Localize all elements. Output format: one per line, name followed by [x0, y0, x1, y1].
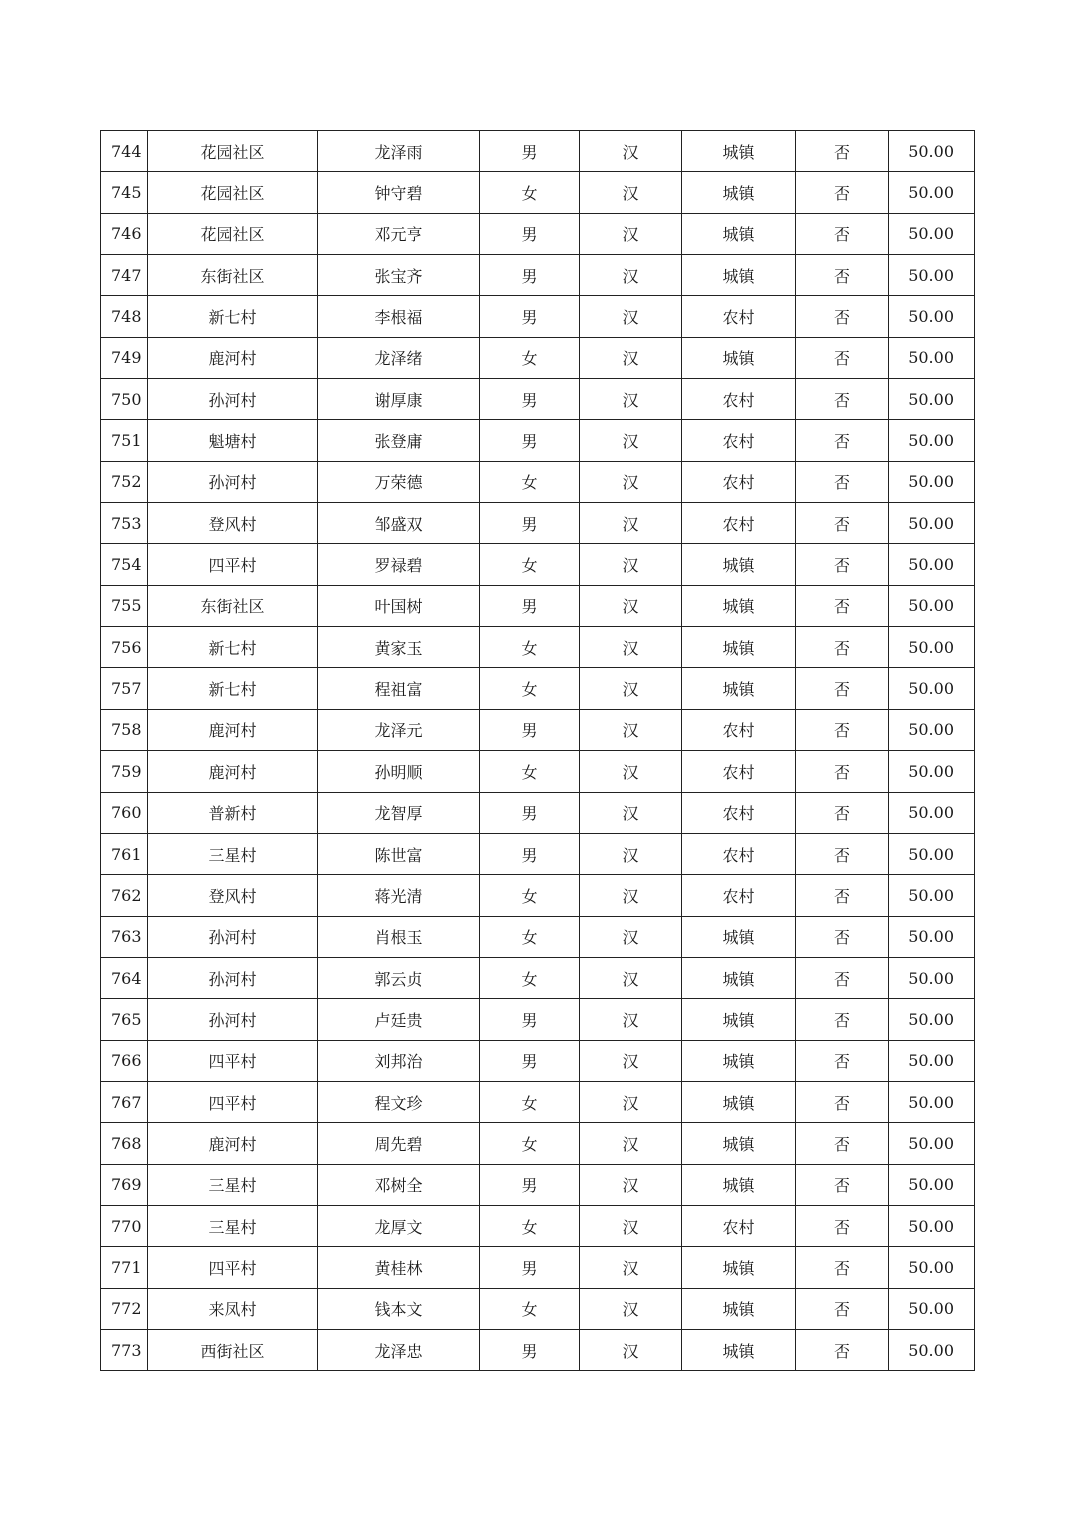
cell-amount: 50.00	[889, 585, 975, 626]
cell-community: 登风村	[148, 503, 318, 544]
table-row	[101, 420, 975, 461]
cell-community: 新七村	[148, 296, 318, 337]
cell-ethnicity: 汉	[580, 1164, 682, 1205]
cell-gender: 男	[480, 1329, 580, 1370]
cell-community: 西街社区	[148, 1329, 318, 1370]
cell-serial-number: 752	[101, 461, 148, 502]
cell-amount: 50.00	[889, 172, 975, 213]
cell-status-flag: 否	[796, 213, 889, 254]
cell-serial-number: 761	[101, 833, 148, 874]
cell-ethnicity: 汉	[580, 213, 682, 254]
cell-amount: 50.00	[889, 833, 975, 874]
table-row	[101, 792, 975, 833]
cell-amount: 50.00	[889, 379, 975, 420]
cell-serial-number: 751	[101, 420, 148, 461]
cell-status-flag: 否	[796, 709, 889, 750]
cell-residence-type: 城镇	[682, 1329, 796, 1370]
cell-ethnicity: 汉	[580, 172, 682, 213]
cell-gender: 男	[480, 1164, 580, 1205]
cell-serial-number: 766	[101, 1040, 148, 1081]
cell-status-flag: 否	[796, 337, 889, 378]
cell-person-name: 叶国树	[318, 585, 480, 626]
cell-serial-number: 762	[101, 875, 148, 916]
cell-status-flag: 否	[796, 875, 889, 916]
cell-community: 孙河村	[148, 999, 318, 1040]
cell-amount: 50.00	[889, 255, 975, 296]
cell-residence-type: 城镇	[682, 957, 796, 998]
cell-residence-type: 农村	[682, 420, 796, 461]
cell-community: 来凤村	[148, 1288, 318, 1329]
cell-person-name: 邓树全	[318, 1164, 480, 1205]
cell-person-name: 李根福	[318, 296, 480, 337]
table-row	[101, 1040, 975, 1081]
cell-serial-number: 769	[101, 1164, 148, 1205]
cell-status-flag: 否	[796, 1329, 889, 1370]
cell-gender: 男	[480, 585, 580, 626]
cell-gender: 男	[480, 833, 580, 874]
cell-person-name: 程文珍	[318, 1081, 480, 1122]
cell-gender: 女	[480, 1123, 580, 1164]
cell-residence-type: 农村	[682, 503, 796, 544]
cell-serial-number: 770	[101, 1205, 148, 1246]
cell-community: 花园社区	[148, 172, 318, 213]
cell-gender: 女	[480, 627, 580, 668]
cell-serial-number: 759	[101, 751, 148, 792]
cell-residence-type: 城镇	[682, 1288, 796, 1329]
cell-residence-type: 农村	[682, 379, 796, 420]
cell-status-flag: 否	[796, 296, 889, 337]
cell-person-name: 黄桂林	[318, 1247, 480, 1288]
cell-residence-type: 城镇	[682, 1164, 796, 1205]
table-row	[101, 255, 975, 296]
cell-amount: 50.00	[889, 1205, 975, 1246]
cell-person-name: 程祖富	[318, 668, 480, 709]
cell-amount: 50.00	[889, 1329, 975, 1370]
cell-amount: 50.00	[889, 296, 975, 337]
cell-gender: 女	[480, 172, 580, 213]
cell-person-name: 郭云贞	[318, 957, 480, 998]
cell-amount: 50.00	[889, 668, 975, 709]
cell-community: 登风村	[148, 875, 318, 916]
cell-person-name: 张登庸	[318, 420, 480, 461]
cell-residence-type: 农村	[682, 1205, 796, 1246]
cell-amount: 50.00	[889, 1123, 975, 1164]
cell-ethnicity: 汉	[580, 1040, 682, 1081]
cell-amount: 50.00	[889, 337, 975, 378]
cell-residence-type: 农村	[682, 833, 796, 874]
cell-residence-type: 城镇	[682, 1040, 796, 1081]
table-row	[101, 1081, 975, 1122]
cell-ethnicity: 汉	[580, 420, 682, 461]
cell-gender: 女	[480, 544, 580, 585]
cell-residence-type: 农村	[682, 461, 796, 502]
cell-gender: 男	[480, 1040, 580, 1081]
cell-community: 东街社区	[148, 255, 318, 296]
table-row	[101, 1247, 975, 1288]
cell-person-name: 龙泽元	[318, 709, 480, 750]
cell-community: 鹿河村	[148, 751, 318, 792]
cell-status-flag: 否	[796, 1205, 889, 1246]
cell-status-flag: 否	[796, 1164, 889, 1205]
cell-ethnicity: 汉	[580, 833, 682, 874]
cell-residence-type: 城镇	[682, 1247, 796, 1288]
cell-ethnicity: 汉	[580, 957, 682, 998]
cell-ethnicity: 汉	[580, 875, 682, 916]
table-row	[101, 999, 975, 1040]
cell-residence-type: 城镇	[682, 131, 796, 172]
cell-status-flag: 否	[796, 627, 889, 668]
table-row	[101, 544, 975, 585]
cell-gender: 男	[480, 379, 580, 420]
cell-ethnicity: 汉	[580, 544, 682, 585]
cell-serial-number: 750	[101, 379, 148, 420]
cell-amount: 50.00	[889, 627, 975, 668]
cell-person-name: 龙泽忠	[318, 1329, 480, 1370]
table-row	[101, 1288, 975, 1329]
cell-residence-type: 城镇	[682, 916, 796, 957]
cell-amount: 50.00	[889, 131, 975, 172]
cell-ethnicity: 汉	[580, 627, 682, 668]
cell-status-flag: 否	[796, 131, 889, 172]
table-row	[101, 751, 975, 792]
table-row	[101, 1205, 975, 1246]
cell-gender: 男	[480, 420, 580, 461]
cell-ethnicity: 汉	[580, 668, 682, 709]
cell-serial-number: 744	[101, 131, 148, 172]
cell-person-name: 黄家玉	[318, 627, 480, 668]
cell-ethnicity: 汉	[580, 379, 682, 420]
cell-gender: 女	[480, 875, 580, 916]
cell-ethnicity: 汉	[580, 751, 682, 792]
cell-status-flag: 否	[796, 1123, 889, 1164]
cell-serial-number: 767	[101, 1081, 148, 1122]
cell-community: 魁塘村	[148, 420, 318, 461]
cell-person-name: 龙泽绪	[318, 337, 480, 378]
cell-community: 三星村	[148, 833, 318, 874]
cell-ethnicity: 汉	[580, 1329, 682, 1370]
table-row	[101, 296, 975, 337]
cell-amount: 50.00	[889, 1040, 975, 1081]
cell-amount: 50.00	[889, 420, 975, 461]
cell-ethnicity: 汉	[580, 255, 682, 296]
cell-serial-number: 763	[101, 916, 148, 957]
table-row	[101, 957, 975, 998]
table-row	[101, 585, 975, 626]
table-row	[101, 916, 975, 957]
cell-gender: 女	[480, 461, 580, 502]
cell-ethnicity: 汉	[580, 131, 682, 172]
cell-residence-type: 农村	[682, 296, 796, 337]
cell-residence-type: 城镇	[682, 627, 796, 668]
cell-status-flag: 否	[796, 420, 889, 461]
table-row	[101, 1123, 975, 1164]
cell-serial-number: 760	[101, 792, 148, 833]
cell-person-name: 邹盛双	[318, 503, 480, 544]
cell-community: 孙河村	[148, 916, 318, 957]
cell-gender: 男	[480, 709, 580, 750]
cell-person-name: 钟守碧	[318, 172, 480, 213]
cell-status-flag: 否	[796, 255, 889, 296]
cell-community: 四平村	[148, 1081, 318, 1122]
cell-amount: 50.00	[889, 1164, 975, 1205]
cell-gender: 男	[480, 792, 580, 833]
cell-community: 四平村	[148, 1247, 318, 1288]
cell-residence-type: 农村	[682, 751, 796, 792]
cell-ethnicity: 汉	[580, 1288, 682, 1329]
cell-residence-type: 城镇	[682, 668, 796, 709]
roster-body	[101, 131, 975, 1371]
cell-person-name: 孙明顺	[318, 751, 480, 792]
cell-residence-type: 农村	[682, 709, 796, 750]
cell-residence-type: 城镇	[682, 999, 796, 1040]
cell-status-flag: 否	[796, 503, 889, 544]
cell-serial-number: 746	[101, 213, 148, 254]
cell-amount: 50.00	[889, 1288, 975, 1329]
cell-community: 三星村	[148, 1205, 318, 1246]
cell-serial-number: 765	[101, 999, 148, 1040]
cell-person-name: 周先碧	[318, 1123, 480, 1164]
cell-ethnicity: 汉	[580, 503, 682, 544]
cell-serial-number: 756	[101, 627, 148, 668]
cell-ethnicity: 汉	[580, 709, 682, 750]
cell-person-name: 万荣德	[318, 461, 480, 502]
cell-ethnicity: 汉	[580, 296, 682, 337]
cell-ethnicity: 汉	[580, 1205, 682, 1246]
cell-gender: 男	[480, 255, 580, 296]
cell-residence-type: 城镇	[682, 213, 796, 254]
table-row	[101, 1164, 975, 1205]
cell-person-name: 陈世富	[318, 833, 480, 874]
cell-serial-number: 753	[101, 503, 148, 544]
cell-gender: 女	[480, 337, 580, 378]
cell-serial-number: 768	[101, 1123, 148, 1164]
cell-person-name: 蒋光清	[318, 875, 480, 916]
table-row	[101, 1329, 975, 1370]
cell-status-flag: 否	[796, 751, 889, 792]
cell-ethnicity: 汉	[580, 585, 682, 626]
cell-gender: 男	[480, 1247, 580, 1288]
roster-table	[100, 130, 975, 1371]
cell-residence-type: 城镇	[682, 172, 796, 213]
cell-community: 三星村	[148, 1164, 318, 1205]
cell-status-flag: 否	[796, 957, 889, 998]
cell-serial-number: 764	[101, 957, 148, 998]
table-row	[101, 627, 975, 668]
cell-residence-type: 农村	[682, 792, 796, 833]
cell-ethnicity: 汉	[580, 1247, 682, 1288]
cell-amount: 50.00	[889, 544, 975, 585]
cell-amount: 50.00	[889, 709, 975, 750]
cell-serial-number: 773	[101, 1329, 148, 1370]
table-row	[101, 709, 975, 750]
cell-amount: 50.00	[889, 1247, 975, 1288]
cell-residence-type: 城镇	[682, 1123, 796, 1164]
cell-residence-type: 城镇	[682, 337, 796, 378]
cell-status-flag: 否	[796, 379, 889, 420]
cell-gender: 男	[480, 999, 580, 1040]
cell-serial-number: 757	[101, 668, 148, 709]
table-row	[101, 503, 975, 544]
cell-community: 新七村	[148, 627, 318, 668]
cell-amount: 50.00	[889, 875, 975, 916]
cell-ethnicity: 汉	[580, 1123, 682, 1164]
table-row	[101, 379, 975, 420]
cell-community: 花园社区	[148, 213, 318, 254]
cell-status-flag: 否	[796, 1040, 889, 1081]
cell-status-flag: 否	[796, 585, 889, 626]
cell-person-name: 谢厚康	[318, 379, 480, 420]
cell-community: 鹿河村	[148, 337, 318, 378]
cell-amount: 50.00	[889, 1081, 975, 1122]
cell-community: 四平村	[148, 1040, 318, 1081]
cell-gender: 男	[480, 503, 580, 544]
table-row	[101, 337, 975, 378]
cell-serial-number: 771	[101, 1247, 148, 1288]
cell-gender: 女	[480, 1081, 580, 1122]
cell-gender: 女	[480, 916, 580, 957]
cell-gender: 女	[480, 751, 580, 792]
cell-status-flag: 否	[796, 1247, 889, 1288]
cell-gender: 女	[480, 1288, 580, 1329]
cell-status-flag: 否	[796, 668, 889, 709]
cell-gender: 女	[480, 668, 580, 709]
cell-residence-type: 城镇	[682, 585, 796, 626]
cell-status-flag: 否	[796, 1288, 889, 1329]
table-row	[101, 131, 975, 172]
table-row	[101, 833, 975, 874]
cell-status-flag: 否	[796, 544, 889, 585]
cell-status-flag: 否	[796, 792, 889, 833]
cell-residence-type: 城镇	[682, 1081, 796, 1122]
cell-community: 普新村	[148, 792, 318, 833]
cell-person-name: 龙泽雨	[318, 131, 480, 172]
cell-serial-number: 772	[101, 1288, 148, 1329]
cell-community: 孙河村	[148, 379, 318, 420]
table-row	[101, 213, 975, 254]
cell-serial-number: 754	[101, 544, 148, 585]
cell-amount: 50.00	[889, 792, 975, 833]
cell-person-name: 邓元亨	[318, 213, 480, 254]
cell-amount: 50.00	[889, 503, 975, 544]
cell-amount: 50.00	[889, 213, 975, 254]
cell-person-name: 卢廷贵	[318, 999, 480, 1040]
cell-serial-number: 758	[101, 709, 148, 750]
cell-residence-type: 城镇	[682, 544, 796, 585]
cell-ethnicity: 汉	[580, 916, 682, 957]
cell-gender: 男	[480, 296, 580, 337]
cell-person-name: 钱本文	[318, 1288, 480, 1329]
cell-serial-number: 745	[101, 172, 148, 213]
cell-ethnicity: 汉	[580, 792, 682, 833]
cell-community: 四平村	[148, 544, 318, 585]
cell-community: 孙河村	[148, 461, 318, 502]
cell-gender: 女	[480, 1205, 580, 1246]
cell-status-flag: 否	[796, 999, 889, 1040]
cell-person-name: 肖根玉	[318, 916, 480, 957]
cell-person-name: 龙智厚	[318, 792, 480, 833]
cell-person-name: 刘邦治	[318, 1040, 480, 1081]
table-row	[101, 461, 975, 502]
cell-serial-number: 748	[101, 296, 148, 337]
cell-person-name: 龙厚文	[318, 1205, 480, 1246]
table-row	[101, 668, 975, 709]
cell-person-name: 张宝齐	[318, 255, 480, 296]
cell-gender: 女	[480, 957, 580, 998]
cell-amount: 50.00	[889, 461, 975, 502]
cell-community: 花园社区	[148, 131, 318, 172]
cell-residence-type: 城镇	[682, 255, 796, 296]
cell-status-flag: 否	[796, 172, 889, 213]
cell-gender: 男	[480, 131, 580, 172]
cell-community: 鹿河村	[148, 1123, 318, 1164]
cell-amount: 50.00	[889, 916, 975, 957]
cell-ethnicity: 汉	[580, 1081, 682, 1122]
cell-serial-number: 747	[101, 255, 148, 296]
cell-status-flag: 否	[796, 916, 889, 957]
table-row	[101, 875, 975, 916]
cell-serial-number: 749	[101, 337, 148, 378]
cell-serial-number: 755	[101, 585, 148, 626]
cell-ethnicity: 汉	[580, 461, 682, 502]
cell-ethnicity: 汉	[580, 999, 682, 1040]
cell-community: 孙河村	[148, 957, 318, 998]
cell-amount: 50.00	[889, 751, 975, 792]
cell-community: 新七村	[148, 668, 318, 709]
cell-amount: 50.00	[889, 999, 975, 1040]
cell-community: 东街社区	[148, 585, 318, 626]
document-page	[100, 130, 974, 1371]
table-row	[101, 172, 975, 213]
cell-person-name: 罗禄碧	[318, 544, 480, 585]
cell-community: 鹿河村	[148, 709, 318, 750]
cell-ethnicity: 汉	[580, 337, 682, 378]
cell-amount: 50.00	[889, 957, 975, 998]
cell-status-flag: 否	[796, 1081, 889, 1122]
cell-status-flag: 否	[796, 461, 889, 502]
cell-residence-type: 农村	[682, 875, 796, 916]
cell-gender: 男	[480, 213, 580, 254]
cell-status-flag: 否	[796, 833, 889, 874]
